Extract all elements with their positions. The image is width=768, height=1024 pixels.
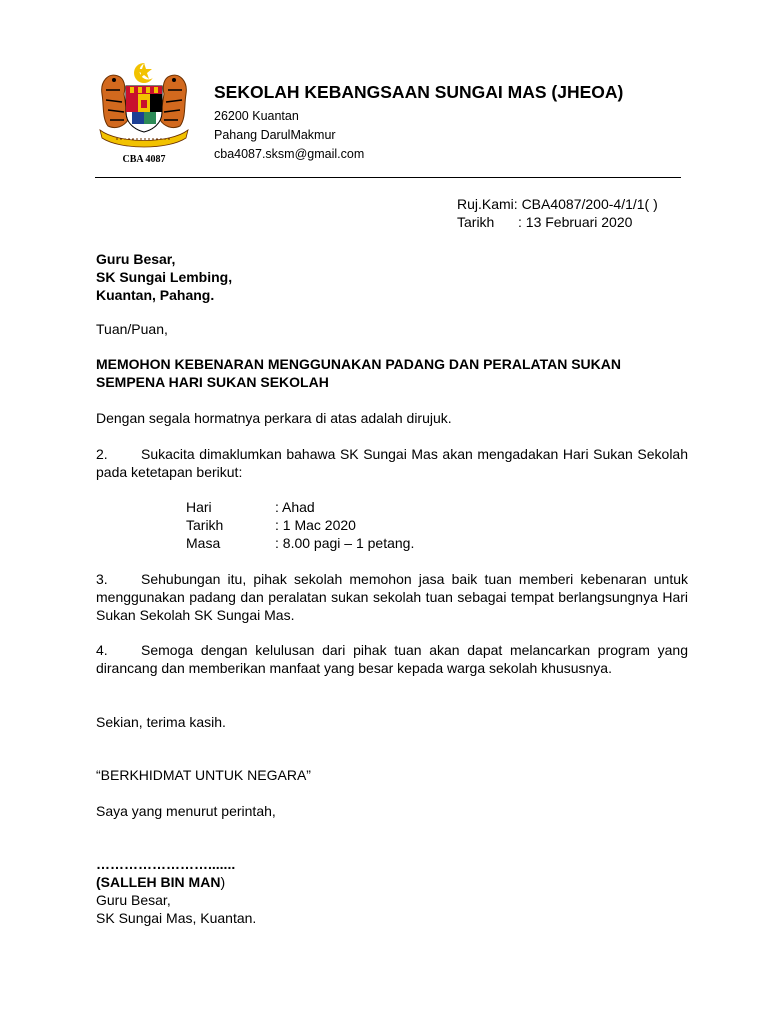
reference-row (457, 195, 658, 213)
date-label: Tarikh (457, 214, 495, 230)
event-detail-label: Masa (186, 535, 221, 551)
school-postcode-city: 26200 Kuantan (214, 109, 299, 123)
signatory-organization: SK Sungai Mas, Kuantan. (96, 910, 257, 926)
signatory-name (96, 873, 225, 891)
letterhead-divider (95, 177, 681, 178)
school-name: SEKOLAH KEBANGSAAN SUNGAI MAS (JHEOA) (214, 82, 624, 102)
subject-line-2: SEMPENA HARI SUKAN SEKOLAH (96, 374, 329, 390)
event-detail-value: : Ahad (275, 499, 315, 515)
signatory-name-close: ) (220, 874, 226, 890)
closing-motto: “BERKHIDMAT UNTUK NEGARA” (96, 767, 311, 783)
date-value: : 13 Februari 2020 (518, 214, 633, 230)
paragraph-4-number: 4. (96, 642, 108, 658)
signatory-name-text: (SALLEH BIN MAN (96, 874, 221, 890)
event-detail-label: Hari (186, 499, 212, 515)
coat-of-arms-icon (94, 60, 194, 152)
school-crest (94, 60, 194, 168)
date-row (457, 213, 632, 231)
closing-sign-off: Saya yang menurut perintah, (96, 803, 276, 819)
paragraph-2-number: 2. (96, 446, 108, 462)
paragraph-2 (96, 445, 688, 481)
recipient-title: Guru Besar, (96, 251, 176, 267)
closing-thanks: Sekian, terima kasih. (96, 714, 226, 730)
reference-label: Ruj.Kami (457, 196, 514, 212)
reference-value: : CBA4087/200-4/1/1( ) (513, 196, 658, 212)
event-detail-row (186, 498, 315, 516)
school-email: cba4087.sksm@gmail.com (214, 147, 365, 161)
school-state: Pahang DarulMakmur (214, 128, 336, 142)
paragraph-3-text: Sehubungan itu, pihak sekolah memohon jasa baik tuan memberi kebenaran untuk menggunakan padang dan peralatan sukan sekolah tuan sebagai tempat berlangsungnya Hari Sukan Sekolah SK Sungai Mas. (96, 571, 688, 623)
event-detail-value: : 8.00 pagi – 1 petang. (275, 535, 415, 551)
event-detail-row (186, 516, 356, 534)
recipient-school: SK Sungai Lembing, (96, 269, 233, 285)
event-detail-row (186, 534, 414, 552)
salutation: Tuan/Puan, (96, 321, 168, 337)
paragraph-2-text: Sukacita dimaklumkan bahawa SK Sungai Mas akan mengadakan Hari Sukan Sekolah pada ketetapan berikut: (96, 446, 688, 480)
subject-line-1: MEMOHON KEBENARAN MENGGUNAKAN PADANG DAN PERALATAN SUKAN (96, 356, 621, 372)
paragraph-4 (96, 641, 688, 677)
signatory-title: Guru Besar, (96, 892, 171, 908)
signature-line: ……………………....... (96, 856, 236, 872)
event-detail-label: Tarikh (186, 517, 224, 533)
recipient-location: Kuantan, Pahang. (96, 287, 215, 303)
paragraph-4-text: Semoga dengan kelulusan dari pihak tuan akan dapat melancarkan program yang dirancang dan memberikan manfaat yang besar kepada warga sekolah khususnya. (96, 642, 688, 676)
school-code: CBA 4087 (122, 154, 166, 165)
intro-paragraph: Dengan segala hormatnya perkara di atas adalah dirujuk. (96, 410, 452, 426)
event-detail-value: : 1 Mac 2020 (275, 517, 356, 533)
paragraph-3-number: 3. (96, 571, 108, 587)
paragraph-3 (96, 570, 688, 624)
